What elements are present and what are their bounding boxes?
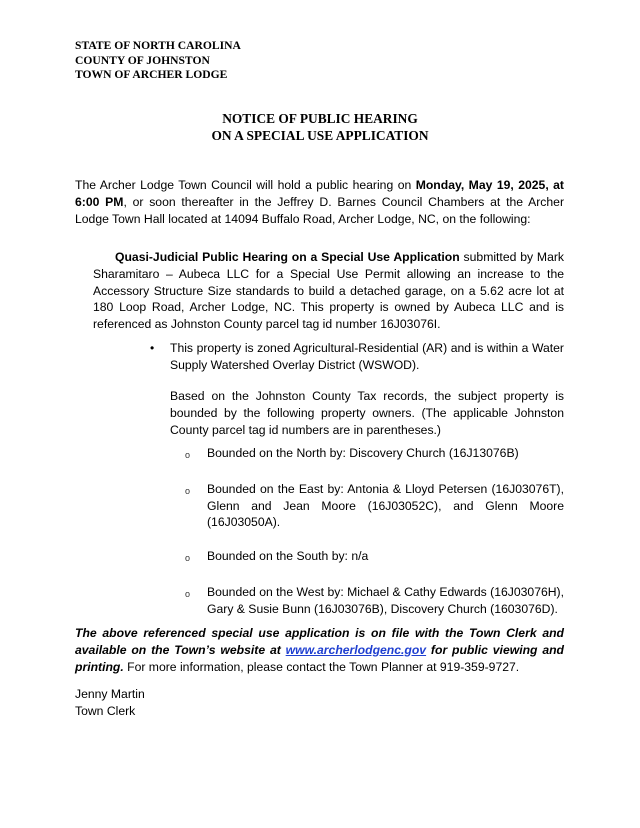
hearing-date-time: Monday, May 19, 2025, at 6:00 PM (75, 178, 564, 209)
intro-after: , or soon thereafter in the Jeffrey D. Barnes Council Chambers at the Archer Lodge Town Hall located at 14094 Buffalo Road, Archer Lodge, NC, on the following: (75, 194, 564, 226)
title-line-1: NOTICE OF PUBLIC HEARING (222, 111, 418, 126)
jurisdiction-header (75, 39, 241, 83)
header-town: TOWN OF ARCHER LODGE (75, 68, 228, 81)
bound-east: Bounded on the East by: Antonia & Lloyd Petersen (16J03076T), Glenn and Jean Moore (16J03052C), and Glenn Moore (16J03050A). (207, 481, 564, 530)
town-website-link[interactable]: www.archerlodgenc.gov (285, 642, 427, 657)
intro-before: The Archer Lodge Town Council will hold a public hearing on (75, 178, 416, 192)
bound-west: Bounded on the West by: Michael & Cathy Edwards (16J03076H), Gary & Susie Bunn (16J03076B), Discovery Church (1603076D). (207, 584, 564, 616)
bounding-owners-list (185, 445, 564, 635)
circle-bullet-icon: o (185, 553, 191, 564)
closing-paragraph (75, 625, 564, 675)
closing-contact: For more information, please contact the Town Planner at 919-359-9727. (123, 659, 520, 674)
bound-south: Bounded on the South by: n/a (207, 549, 369, 564)
bullet-dot-icon: • (150, 341, 155, 355)
zoning-text: This property is zoned Agricultural-Residential (AR) and is within a Water Supply Watershed Overlay District (WSWOD). (170, 341, 564, 372)
circle-bullet-icon: o (185, 588, 191, 599)
signer-name: Jenny Martin (75, 687, 145, 701)
notice-title (60, 110, 580, 144)
zoning-bullet (150, 340, 564, 374)
signature-block (75, 686, 145, 720)
header-county: COUNTY OF JOHNSTON (75, 53, 210, 67)
quasi-judicial-paragraph (93, 249, 564, 333)
circle-bullet-icon: o (185, 485, 191, 496)
list-item (185, 445, 564, 464)
list-item (185, 548, 564, 567)
title-line-2: ON A SPECIAL USE APPLICATION (211, 128, 429, 143)
signer-title: Town Clerk (75, 703, 136, 718)
tax-records-paragraph: Based on the Johnston County Tax records, the subject property is bounded by the following property owners. (The applicable Johnston County parcel tag id numbers are in parentheses.) (170, 389, 564, 437)
quasi-heading: Quasi-Judicial Public Hearing on a Special Use Application (115, 250, 460, 264)
list-item (185, 584, 564, 618)
closing-emphasis-before: The above referenced special use application is on file with the Town Clerk and available on the Town’s website at (75, 626, 564, 657)
circle-bullet-icon: o (185, 450, 191, 460)
bound-north: Bounded on the North by: Discovery Church (16J13076B) (207, 446, 519, 460)
list-item (185, 481, 564, 531)
quasi-body: submitted by Mark Sharamitaro – Aubeca LLC for a Special Use Permit allowing an increase to the Accessory Structure Size standards to build a detached garage, on a 5.62 acre lot at 180 Loop Road, Archer Lodge, NC. This property is owned by Aubeca LLC and is referenced as Johnston County parcel tag id number 16J03076I. (93, 250, 564, 332)
closing-emphasis-after: for public viewing and printing. (75, 642, 564, 674)
header-state: STATE OF NORTH CAROLINA (75, 39, 241, 52)
intro-paragraph (75, 177, 564, 227)
